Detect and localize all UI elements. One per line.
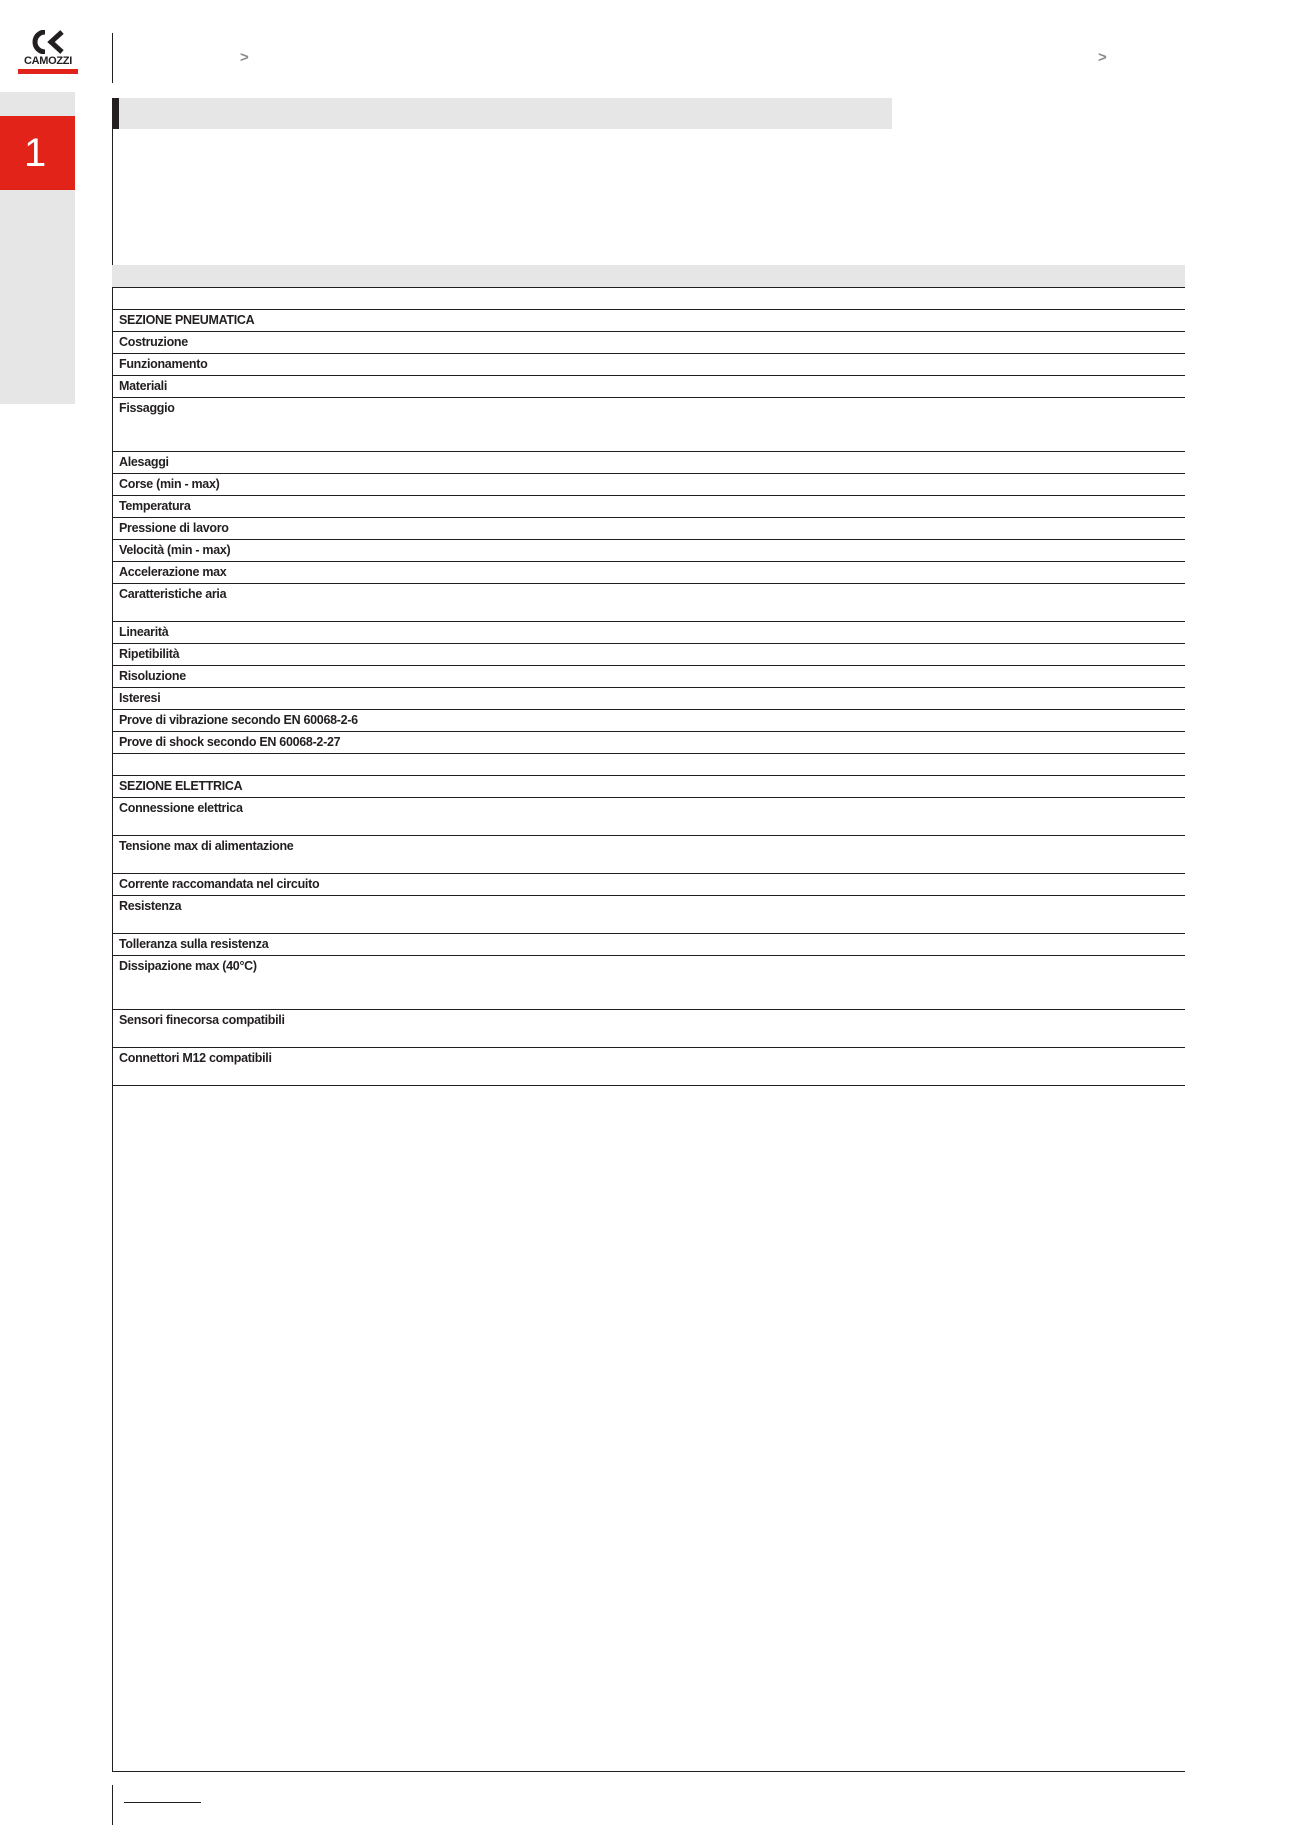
spec-label: Materiali <box>112 376 472 398</box>
section-header-row <box>112 776 1185 798</box>
table-row <box>112 622 1185 644</box>
table-row <box>112 288 1185 310</box>
spec-value <box>472 452 1185 474</box>
table-row <box>112 332 1185 354</box>
spec-value <box>472 754 1185 776</box>
breadcrumb-chevron-icon: > <box>1098 49 1107 66</box>
spec-table <box>112 287 1185 1086</box>
header-divider <box>112 33 113 83</box>
spec-value <box>472 688 1185 710</box>
spec-value <box>472 710 1185 732</box>
spec-label: Temperatura <box>112 496 472 518</box>
brand-underline <box>18 69 78 74</box>
table-row <box>112 688 1185 710</box>
spec-label <box>112 754 472 776</box>
spec-label: Prove di shock secondo EN 60068-2-27 <box>112 732 472 754</box>
spec-value <box>472 956 1185 1010</box>
spec-label: Pressione di lavoro <box>112 518 472 540</box>
spec-label: SEZIONE ELETTRICA <box>112 776 472 798</box>
table-row <box>112 644 1185 666</box>
spec-label: SEZIONE PNEUMATICA <box>112 310 472 332</box>
spec-value <box>472 798 1185 836</box>
footer-page-rule <box>124 1802 201 1803</box>
spec-label: Corrente raccomandata nel circuito <box>112 874 472 896</box>
table-row <box>112 798 1185 836</box>
table-row <box>112 398 1185 452</box>
spec-value <box>472 310 1185 332</box>
spec-value <box>472 896 1185 934</box>
table-row <box>112 518 1185 540</box>
spec-value <box>472 666 1185 688</box>
spec-value <box>472 732 1185 754</box>
spec-value <box>472 934 1185 956</box>
spec-value <box>472 562 1185 584</box>
spec-label: Prove di vibrazione secondo EN 60068-2-6 <box>112 710 472 732</box>
spec-label: Linearità <box>112 622 472 644</box>
table-row <box>112 710 1185 732</box>
spec-label <box>112 288 472 310</box>
spec-value <box>472 644 1185 666</box>
spec-value <box>472 540 1185 562</box>
spec-value <box>472 776 1185 798</box>
table-row <box>112 540 1185 562</box>
spec-label: Tensione max di alimentazione <box>112 836 472 874</box>
table-row <box>112 496 1185 518</box>
spec-value <box>472 622 1185 644</box>
spec-label: Connettori M12 compatibili <box>112 1048 472 1086</box>
table-row <box>112 354 1185 376</box>
spec-label: Sensori finecorsa compatibili <box>112 1010 472 1048</box>
spec-value <box>472 398 1185 452</box>
table-row <box>112 874 1185 896</box>
table-row <box>112 376 1185 398</box>
spec-value <box>472 1010 1185 1048</box>
spec-value <box>472 584 1185 622</box>
spec-value <box>472 474 1185 496</box>
content-bottom-rule <box>112 1771 1185 1772</box>
spec-value <box>472 496 1185 518</box>
spec-label: Velocità (min - max) <box>112 540 472 562</box>
table-row <box>112 452 1185 474</box>
title-accent <box>112 98 119 129</box>
spec-label: Costruzione <box>112 332 472 354</box>
spec-label: Dissipazione max (40°C) <box>112 956 472 1010</box>
spec-value <box>472 332 1185 354</box>
table-row <box>112 836 1185 874</box>
spec-label: Caratteristiche aria <box>112 584 472 622</box>
footer-divider <box>112 1785 113 1825</box>
spec-label: Isteresi <box>112 688 472 710</box>
table-row <box>112 754 1185 776</box>
spec-value <box>472 288 1185 310</box>
section-header-row <box>112 310 1185 332</box>
spec-value <box>472 354 1185 376</box>
page-title-band <box>112 98 892 129</box>
spec-label: Funzionamento <box>112 354 472 376</box>
table-header-band <box>112 265 1185 287</box>
spec-label: Fissaggio <box>112 398 472 452</box>
table-row <box>112 896 1185 934</box>
table-row <box>112 934 1185 956</box>
spec-label: Accelerazione max <box>112 562 472 584</box>
table-row <box>112 732 1185 754</box>
table-row <box>112 584 1185 622</box>
breadcrumb-chevron-icon: > <box>240 49 249 66</box>
spec-label: Alesaggi <box>112 452 472 474</box>
table-row <box>112 666 1185 688</box>
camozzi-logo-mark-icon <box>32 30 64 54</box>
spec-label: Connessione elettrica <box>112 798 472 836</box>
table-row <box>112 1048 1185 1086</box>
spec-value <box>472 836 1185 874</box>
table-row <box>112 956 1185 1010</box>
table-row <box>112 474 1185 496</box>
spec-value <box>472 376 1185 398</box>
spec-label: Corse (min - max) <box>112 474 472 496</box>
spec-label: Ripetibilità <box>112 644 472 666</box>
camozzi-logo <box>18 30 78 76</box>
spec-label: Tolleranza sulla resistenza <box>112 934 472 956</box>
spec-value <box>472 1048 1185 1086</box>
spec-value <box>472 518 1185 540</box>
spec-value <box>472 874 1185 896</box>
spec-label: Risoluzione <box>112 666 472 688</box>
brand-name: CAMOZZI <box>23 55 72 67</box>
table-row <box>112 1010 1185 1048</box>
spec-label: Resistenza <box>112 896 472 934</box>
table-row <box>112 562 1185 584</box>
chapter-tab[interactable]: 1 <box>0 116 75 190</box>
